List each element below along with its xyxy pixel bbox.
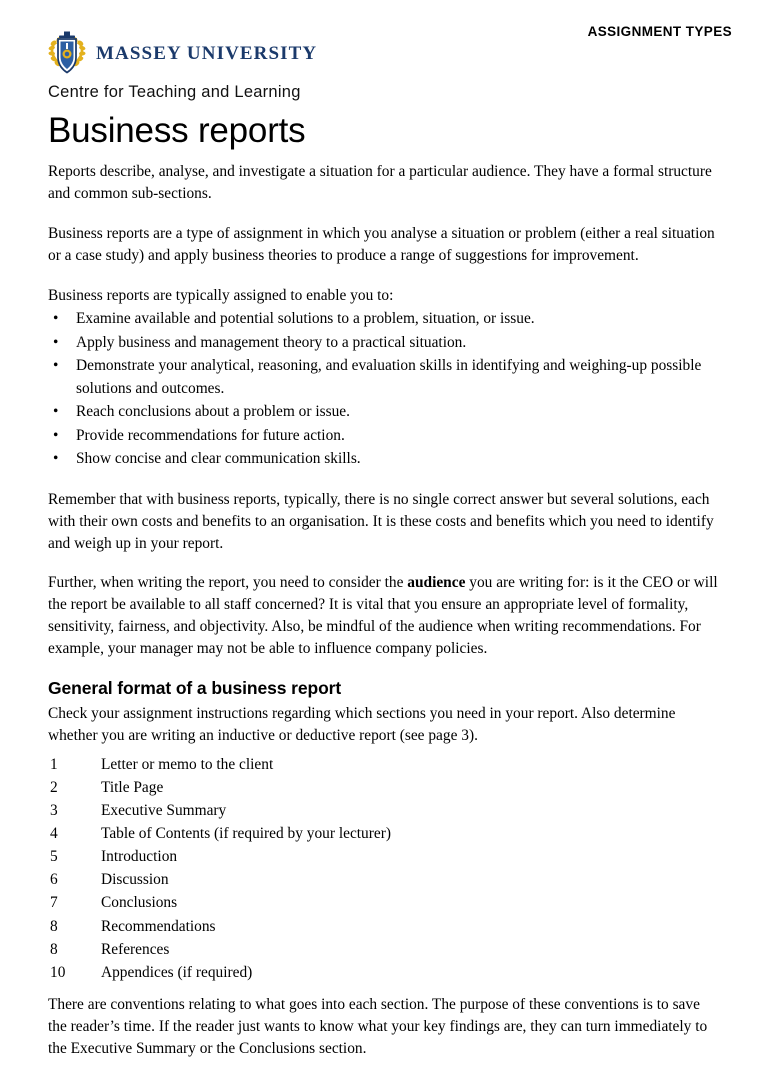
brand-row — [48, 30, 708, 76]
brand-name: MASSEY UNIVERSITY — [96, 42, 318, 64]
list-item — [48, 776, 720, 799]
bullet-icon: • — [53, 357, 59, 375]
list-item-label: Introduction — [101, 848, 178, 866]
section-intro-paragraph: Check your assignment instructions regarding which sections you need in your report. Also determine whether you are writing an inductive or deductive report (see page 3). — [48, 704, 676, 744]
purpose-lead-in: Business reports are typically assigned to enable you to: — [48, 286, 394, 304]
list-item-number: 5 — [50, 848, 58, 866]
list-item-label: Discussion — [101, 871, 169, 889]
list-item-label: Provide recommendations for future action. — [76, 426, 345, 444]
purpose-bullet-list — [48, 308, 720, 470]
list-item — [48, 355, 720, 400]
list-item — [48, 822, 720, 845]
audience-text-after: you are writing for: is it the CEO or will the report be available to all staff concerned? It is vital that you ensure an appropriate level of formality, sensitivity, fairness, and objectivity. Also, be mindful of the audience when writing recommendations. For example, your manager may not be able to influence company policies. — [48, 574, 718, 658]
page-title: Business reports — [48, 111, 306, 150]
document-body — [48, 112, 720, 1077]
conventions-paragraph: There are conventions relating to what goes into each section. The purpose of these conventions is to save the reader’s time. If the reader just wants to know what your key findings are, they can turn immediately to the Executive Summary or the Conclusions section. — [48, 995, 708, 1057]
section-heading-general-format: General format of a business report — [48, 677, 342, 698]
list-item-label: References — [101, 940, 170, 958]
list-item — [48, 425, 720, 447]
list-item-number: 8 — [50, 940, 58, 958]
bullet-icon: • — [53, 333, 59, 351]
list-item-label: Title Page — [101, 778, 164, 796]
bullet-icon: • — [53, 426, 59, 444]
centre-name: Centre for Teaching and Learning — [48, 83, 301, 101]
list-item-label: Table of Contents (if required by your lecturer) — [101, 825, 391, 843]
list-item-label: Reach conclusions about a problem or issue. — [76, 403, 350, 421]
second-paragraph: Business reports are a type of assignment in which you analyse a situation or problem (either a real situation or a case study) and apply business theories to produce a range of suggestions for improvement. — [48, 224, 715, 264]
list-item — [48, 938, 720, 961]
list-item-number: 1 — [50, 755, 58, 773]
list-item-number: 7 — [50, 894, 58, 912]
list-item-number: 8 — [50, 917, 58, 935]
masthead — [48, 30, 708, 102]
intro-paragraph: Reports describe, analyse, and investigate a situation for a particular audience. They have a formal structure and common sub-sections. — [48, 163, 712, 202]
audience-paragraph — [48, 572, 720, 660]
list-item-label: Letter or memo to the client — [101, 755, 274, 773]
bullet-icon: • — [53, 450, 59, 468]
report-format-list — [48, 753, 720, 984]
list-item-number: 2 — [50, 778, 58, 796]
remember-paragraph: Remember that with business reports, typically, there is no single correct answer but several solutions, each with their own costs and benefits to an organisation. It is these costs and benefits which you need to identify and weigh up in your report. — [48, 490, 714, 552]
list-item-label: Apply business and management theory to a practical situation. — [76, 333, 467, 351]
list-item-label: Appendices (if required) — [101, 963, 253, 981]
bullet-icon: • — [53, 403, 59, 421]
list-item-label: Recommendations — [101, 917, 216, 935]
list-item — [48, 799, 720, 822]
list-item-number: 6 — [50, 871, 58, 889]
list-item-label: Executive Summary — [101, 801, 227, 819]
list-item — [48, 961, 720, 984]
list-item — [48, 915, 720, 938]
list-item — [48, 332, 720, 354]
massey-crest-icon — [48, 30, 86, 76]
list-item — [48, 868, 720, 891]
bullet-icon: • — [53, 310, 59, 328]
list-item-number: 3 — [50, 801, 58, 819]
list-item-label: Demonstrate your analytical, reasoning, and evaluation skills in identifying and weighing-up possible solutions and outcomes. — [76, 357, 702, 397]
audience-bold-term: audience — [407, 574, 466, 592]
list-item-label: Examine available and potential solutions to a problem, situation, or issue. — [76, 310, 535, 328]
list-item-label: Conclusions — [101, 894, 178, 912]
list-item — [48, 401, 720, 423]
list-item — [48, 891, 720, 914]
list-item-label: Show concise and clear communication skills. — [76, 450, 361, 468]
list-item — [48, 448, 720, 470]
list-item — [48, 753, 720, 776]
list-item-number: 4 — [50, 825, 58, 843]
list-item — [48, 308, 720, 330]
audience-text-before: Further, when writing the report, you need to consider the — [48, 574, 408, 592]
list-item-number: 10 — [50, 963, 66, 981]
running-header: ASSIGNMENT TYPES — [587, 24, 732, 39]
list-item — [48, 845, 720, 868]
